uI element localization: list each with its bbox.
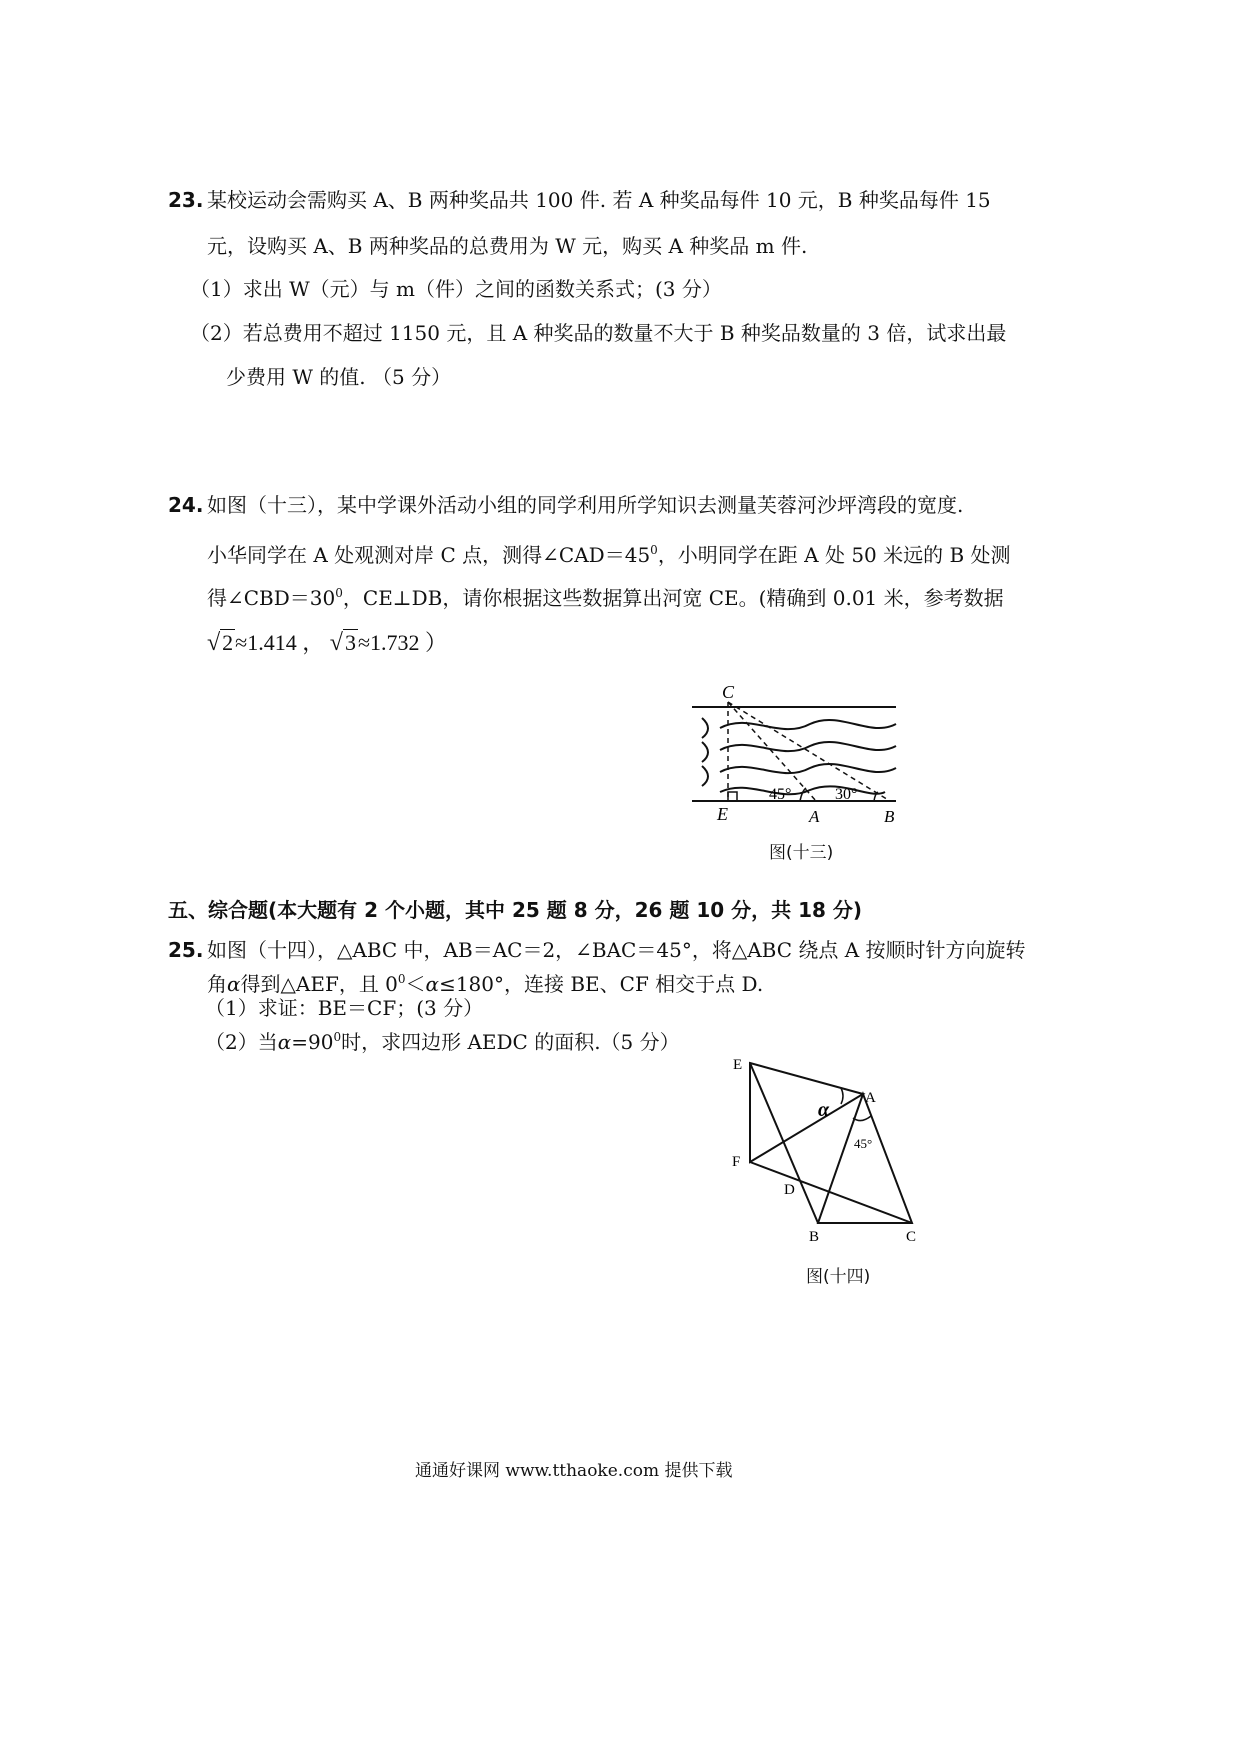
alpha-arc	[841, 1088, 843, 1104]
q25-part1: （1）求证：BE＝CF；(3 分）	[205, 996, 484, 1020]
q24-line3-b: ，CE⊥DB，请你根据这些数据算出河宽 CE。(精确到 0.01 米，参考数据	[342, 586, 1004, 610]
q23-line2: 元，设购买 A、B 两种奖品的总费用为 W 元，购买 A 种奖品 m 件.	[207, 234, 808, 258]
q23-part2a: （2）若总费用不超过 1150 元，且 A 种奖品的数量不大于 B 种奖品数量的 3 倍，试求出最	[190, 321, 1007, 345]
sqrt-expression: √3	[329, 630, 356, 656]
alpha-label: α	[818, 1099, 830, 1121]
q24-reference-values	[207, 630, 447, 656]
q24-line3-a: 得∠CBD＝30	[207, 586, 336, 610]
wave	[720, 764, 896, 773]
close-paren: ）	[425, 630, 448, 655]
section-5-heading: 五、综合题(本大题有 2 个小题，其中 25 题 8 分，26 题 10 分，共 18 分)	[168, 898, 863, 922]
segment-CB	[728, 702, 890, 801]
label-F: F	[732, 1154, 741, 1170]
figure-13-river	[680, 680, 920, 830]
angle-arc-A	[800, 788, 806, 801]
angle-label-30: 30°	[835, 786, 858, 803]
figure-14-quadrilateral	[725, 1050, 925, 1250]
label-E: E	[733, 1057, 743, 1073]
q23-part2b: 少费用 W 的值. （5 分）	[226, 365, 452, 389]
figure-13-caption: 图(十三)	[769, 843, 834, 863]
label-C: C	[722, 682, 735, 702]
angle-label-45: 45°	[769, 786, 792, 803]
label-A: A	[809, 807, 820, 826]
sqrt2-value: ≈1.414	[235, 630, 297, 655]
q25-line1: 如图（十四），△ABC 中，AB＝AC＝2，∠BAC＝45°，将△ABC 绕点 A 按顺时针方向旋转	[207, 938, 1026, 962]
q25-number: 25.	[168, 938, 204, 962]
q24-number: 24.	[168, 493, 204, 517]
q24-line2-b: ，小明同学在距 A 处 50 米远的 B 处测	[657, 543, 1011, 567]
triangle-AEF	[750, 1063, 863, 1162]
label-E: E	[717, 804, 728, 824]
wave	[720, 742, 896, 751]
segment-BE	[750, 1063, 818, 1223]
q24-line3	[207, 580, 1004, 611]
wave	[702, 718, 708, 738]
separator: ，	[302, 630, 325, 655]
angle-label-45: 45°	[854, 1136, 873, 1151]
wave	[720, 720, 896, 729]
q24-line1: 如图（十三），某中学课外活动小组的同学利用所学知识去测量芙蓉河沙坪湾段的宽度.	[207, 493, 964, 517]
right-angle-mark	[728, 792, 737, 801]
sqrt3-value: ≈1.732	[357, 630, 420, 655]
label-C: C	[906, 1229, 917, 1245]
label-B: B	[809, 1229, 820, 1245]
q23-part1: （1）求出 W（元）与 m（件）之间的函数关系式；(3 分）	[190, 277, 722, 301]
q23-number: 23.	[168, 188, 204, 212]
wave	[702, 742, 708, 762]
degree-sup: 0	[335, 586, 343, 600]
label-D: D	[784, 1182, 795, 1198]
figure-14-caption: 图(十四)	[806, 1267, 871, 1287]
q24-line2-a: 小华同学在 A 处观测对岸 C 点，测得∠CAD＝45	[207, 543, 651, 567]
wave	[702, 766, 708, 786]
sqrt-expression: √2	[207, 630, 234, 656]
q25-line2: 角α得到△AEF，且 $0^0<\alpha\le 180^\circ$，连接 BE、CF 相交于点 D.	[207, 972, 764, 996]
degree-sup: 0	[650, 543, 658, 557]
label-B: B	[884, 807, 895, 826]
alpha-symbol: α	[425, 972, 440, 996]
alpha-symbol: α	[277, 1030, 292, 1054]
label-A: A	[865, 1090, 876, 1106]
q25-part2: （2）当$\alpha=90^0$时，求四边形 AEDC 的面积.（5 分）	[205, 1030, 680, 1054]
q24-line2	[207, 537, 1011, 568]
footer-text: 通通好课网 www.tthaoke.com 提供下载	[415, 1461, 733, 1481]
alpha-symbol: α	[227, 972, 241, 996]
segment-CF	[750, 1162, 912, 1223]
q23-line1: 某校运动会需购买 A、B 两种奖品共 100 件. 若 A 种奖品每件 10 元，B 种奖品每件 15	[207, 188, 991, 212]
